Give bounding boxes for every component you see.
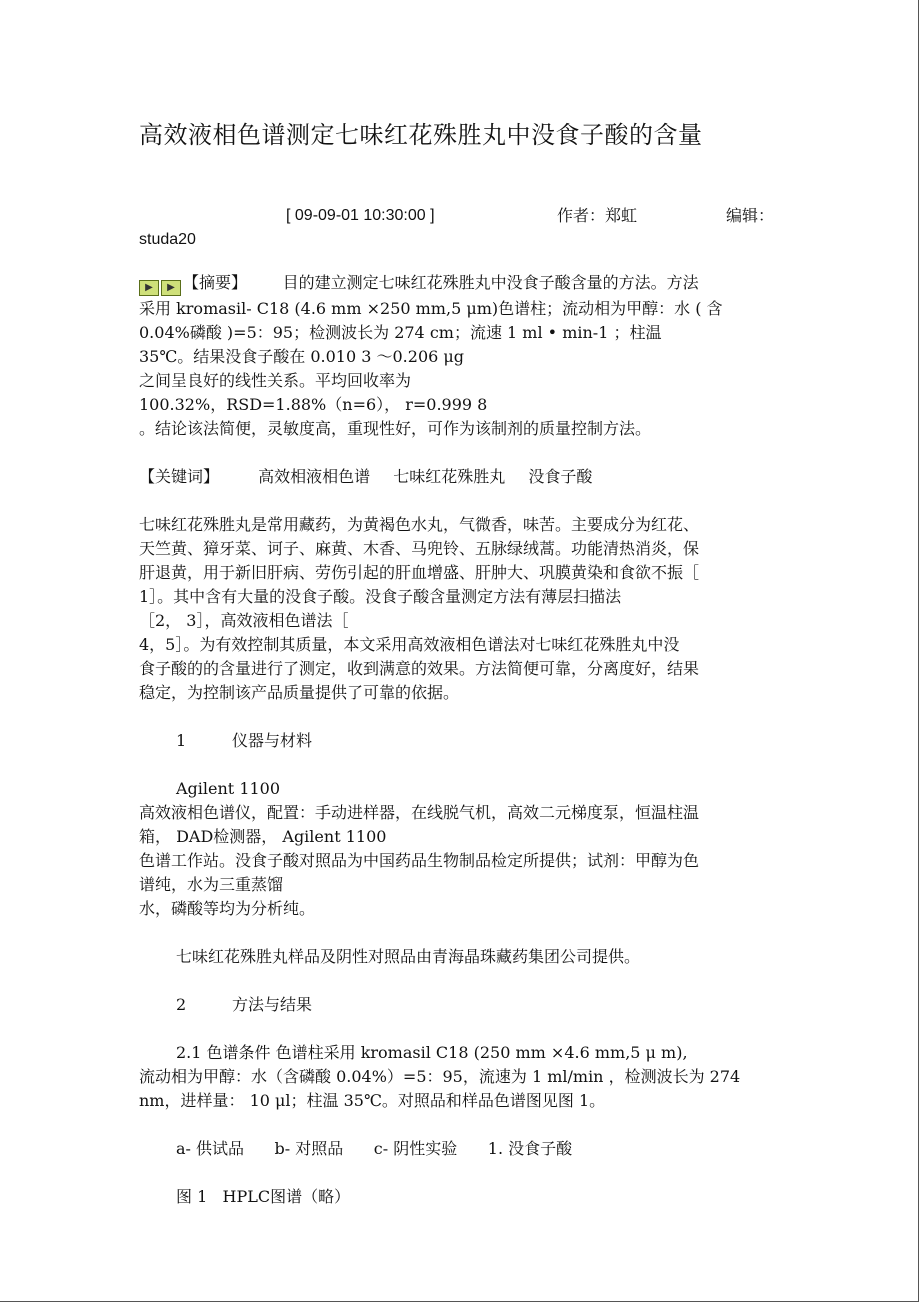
instrument-line: 高效液相色谱仪，配置：手动进样器，在线脱气机，高效二元梯度泵，恒温柱温 — [139, 803, 700, 822]
instrument-line: Agilent 1100 — [176, 779, 281, 798]
editor-label: 编辑： — [726, 206, 775, 225]
figure-legend: a- 供试品 b- 对照品 c- 阴性实验 1. 没食子酸 — [176, 1139, 573, 1158]
keyword: 高效相液相色谱 — [258, 467, 371, 486]
section-number: 2 — [176, 995, 187, 1014]
conditions-line: 流动相为甲醇：水（含磷酸 0.04%）=5：95，流速为 1 ml/min ，检测波长为 274 — [139, 1067, 741, 1086]
abstract — [139, 271, 779, 441]
instruments — [139, 777, 779, 921]
instrument-line: 箱， DAD检测器， Agilent 1100 — [139, 827, 387, 846]
instrument-line: 谱纯，水为三重蒸馏 — [139, 875, 284, 894]
instrument-line: 色谱工作站。没食子酸对照品为中国药品生物制品检定所提供；试剂：甲醇为色 — [139, 851, 700, 870]
intro-line: 4，5］。为有效控制其质量，本文采用高效液相色谱法对七味红花殊胜丸中没 — [139, 635, 680, 654]
samples-line: 七味红花殊胜丸样品及阴性对照品由青海晶珠藏药集团公司提供。 — [176, 947, 641, 966]
conditions-line: nm，进样量： 10 μl；柱温 35℃。对照品和样品色谱图见图 1。 — [139, 1091, 606, 1110]
chromatographic-conditions — [139, 1041, 779, 1113]
article-meta — [139, 204, 779, 252]
abstract-label: 【摘要】 — [183, 273, 248, 292]
intro-line: 七味红花殊胜丸是常用藏药，为黄褐色水丸，气微香，味苦。主要成分为红花、 — [139, 515, 700, 534]
introduction — [139, 513, 779, 705]
intro-line: 肝退黄，用于新旧肝病、劳伤引起的肝血增盛、肝肿大、巩膜黄染和食欲不振［ — [139, 563, 700, 582]
section-title: 仪器与材料 — [232, 731, 313, 750]
intro-line: ［2， 3］，高效液相色谱法［ — [139, 611, 349, 630]
intro-line: 1］。其中含有大量的没食子酸。没食子酸含量测定方法有薄层扫描法 — [139, 587, 622, 606]
intro-line: 食子酸的的含量进行了测定，收到满意的效果。方法简便可靠，分离度好，结果 — [139, 659, 700, 678]
figure-caption: 图 1 HPLC图谱（略） — [176, 1187, 351, 1206]
abstract-line: 0.04%磷酸 )=5：95；检测波长为 274 cm；流速 1 ml • min-1 ；柱温 — [139, 323, 662, 342]
book-icon: ▶ — [161, 280, 181, 296]
keyword: 七味红花殊胜丸 — [393, 467, 506, 486]
section-title: 方法与结果 — [232, 995, 313, 1014]
conditions-line: 2.1 色谱条件 色谱柱采用 kromasil C18 (250 mm ×4.6 mm,5 μ m), — [176, 1043, 688, 1062]
article-title: 高效液相色谱测定七味红花殊胜丸中没食子酸的含量 — [139, 121, 703, 149]
abstract-line: 35℃。结果没食子酸在 0.010 3 ～0.206 μg — [139, 347, 465, 366]
publish-date: [ 09-09-01 10:30:00 ] — [286, 207, 435, 224]
abstract-line: 。结论该法简便，灵敏度高，重现性好，可作为该制剂的质量控制方法。 — [139, 419, 652, 438]
section-number: 1 — [176, 731, 187, 750]
editor-name: studa20 — [139, 231, 196, 248]
abstract-line: 采用 kromasil- C18 (4.6 mm ×250 mm,5 μm)色谱柱；流动相为甲醇：水 ( 含 — [139, 299, 723, 318]
keywords-label: 【关键词】 — [139, 467, 220, 486]
article-body — [139, 118, 779, 1209]
intro-line: 天竺黄、獐牙菜、诃子、麻黄、木香、马兜铃、五脉绿绒蒿。功能清热消炎，保 — [139, 539, 700, 558]
section-1-heading — [139, 729, 779, 753]
intro-line: 稳定，为控制该产品质量提供了可靠的依据。 — [139, 683, 460, 702]
keywords — [139, 465, 779, 489]
instrument-line: 水，磷酸等均为分析纯。 — [139, 899, 316, 918]
keyword: 没食子酸 — [528, 467, 593, 486]
abstract-text: 目的建立测定七味红花殊胜丸中没食子酸含量的方法。方法 — [282, 273, 699, 292]
abstract-line: 100.32%，RSD=1.88%（n=6）， r=0.999 8 — [139, 395, 488, 414]
abstract-line — [139, 271, 779, 297]
author-label: 作者：郑虹 — [557, 206, 638, 225]
book-icon: ▶ — [139, 280, 159, 296]
abstract-icons — [139, 273, 183, 297]
abstract-line: 之间呈良好的线性关系。平均回收率为 — [139, 371, 412, 390]
section-2-heading — [139, 993, 779, 1017]
